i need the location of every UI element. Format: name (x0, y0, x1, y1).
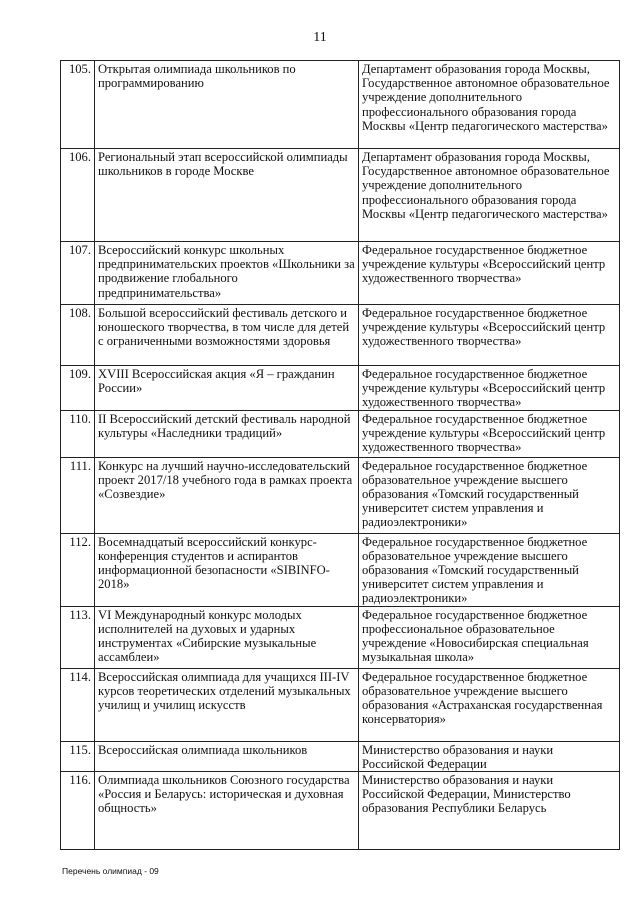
row-number: 105. (61, 61, 95, 149)
table-row (61, 533, 620, 606)
row-number: 106. (61, 149, 95, 242)
table-row (61, 457, 620, 533)
olympiad-name: Восемнадцатый всероссийский конкурс-конференция студентов и аспирантов информационной безопасности «SIBINFO-2018» (95, 533, 359, 606)
row-number: 108. (61, 305, 95, 366)
row-number: 111. (61, 457, 95, 533)
table-row (61, 410, 620, 457)
organizer: Министерство образования и науки Российской Федерации (359, 741, 620, 771)
olympiad-name: VI Международный конкурс молодых исполнителей на духовых и ударных инструментах «Сибирские музыкальные ассамблеи» (95, 606, 359, 668)
table-row (61, 606, 620, 668)
olympiad-name: Олимпиада школьников Союзного государства «Россия и Беларусь: историческая и духовная общность» (95, 772, 359, 850)
row-number: 115. (61, 741, 95, 771)
row-number: 112. (61, 533, 95, 606)
row-number: 116. (61, 772, 95, 850)
organizer: Федеральное государственное бюджетное учреждение культуры «Всероссийский центр художественного творчества» (359, 410, 620, 457)
olympiad-name: Всероссийская олимпиада школьников (95, 741, 359, 771)
olympiad-name: Большой всероссийский фестиваль детского и юношеского творчества, в том числе для детей с ограниченными возможностями здоровья (95, 305, 359, 366)
organizer: Федеральное государственное бюджетное профессиональное образовательное учреждение «Новосибирская специальная музыкальная школа» (359, 606, 620, 668)
page-number: 11 (313, 30, 327, 45)
olympiad-name: Региональный этап всероссийской олимпиады школьников в городе Москве (95, 149, 359, 242)
olympiad-name: II Всероссийский детский фестиваль народной культуры «Наследники традиций» (95, 410, 359, 457)
table-row (61, 242, 620, 305)
table-row (61, 305, 620, 366)
row-number: 107. (61, 242, 95, 305)
olympiad-name: Всероссийская олимпиада для учащихся III-IV курсов теоретических отделений музыкальных училищ и училищ искусств (95, 668, 359, 741)
organizer: Федеральное государственное бюджетное образовательное учреждение высшего образования «Астраханская государственная консерватория» (359, 668, 620, 741)
table-row (61, 741, 620, 771)
table-row (61, 149, 620, 242)
table-row (61, 61, 620, 149)
organizer: Министерство образования и науки Российской Федерации, Министерство образования Республики Беларусь (359, 772, 620, 850)
row-number: 114. (61, 668, 95, 741)
row-number: 109. (61, 366, 95, 411)
organizer: Федеральное государственное бюджетное образовательное учреждение высшего образования «Томский государственный университет систем управления и радиоэлектроники» (359, 533, 620, 606)
table-row (61, 772, 620, 850)
table-row (61, 668, 620, 741)
olympiad-table (60, 60, 620, 850)
olympiad-name: Конкурс на лучший научно-исследовательский проект 2017/18 учебного года в рамках проекта «Созвездие» (95, 457, 359, 533)
organizer: Федеральное государственное бюджетное учреждение культуры «Всероссийский центр художественного творчества» (359, 366, 620, 411)
organizer: Федеральное государственное бюджетное учреждение культуры «Всероссийский центр художественного творчества» (359, 305, 620, 366)
organizer: Департамент образования города Москвы, Государственное автономное образовательное учреждение дополнительного профессионального образования города Москвы «Центр педагогического мастерства» (359, 149, 620, 242)
olympiad-name: Всероссийский конкурс школьных предпринимательских проектов «Школьники за продвижение глобального предпринимательства» (95, 242, 359, 305)
table-row (61, 366, 620, 411)
organizer: Федеральное государственное бюджетное учреждение культуры «Всероссийский центр художественного творчества» (359, 242, 620, 305)
organizer: Департамент образования города Москвы, Государственное автономное образовательное учреждение дополнительного профессионального образования города Москвы «Центр педагогического мастерства» (359, 61, 620, 149)
olympiad-name: XVIII Всероссийская акция «Я – гражданин России» (95, 366, 359, 411)
row-number: 110. (61, 410, 95, 457)
row-number: 113. (61, 606, 95, 668)
footer-label: Перечень олимпиад - 09 (62, 866, 159, 876)
olympiad-name: Открытая олимпиада школьников по программированию (95, 61, 359, 149)
organizer: Федеральное государственное бюджетное образовательное учреждение высшего образования «Томский государственный университет систем управления и радиоэлектроники» (359, 457, 620, 533)
